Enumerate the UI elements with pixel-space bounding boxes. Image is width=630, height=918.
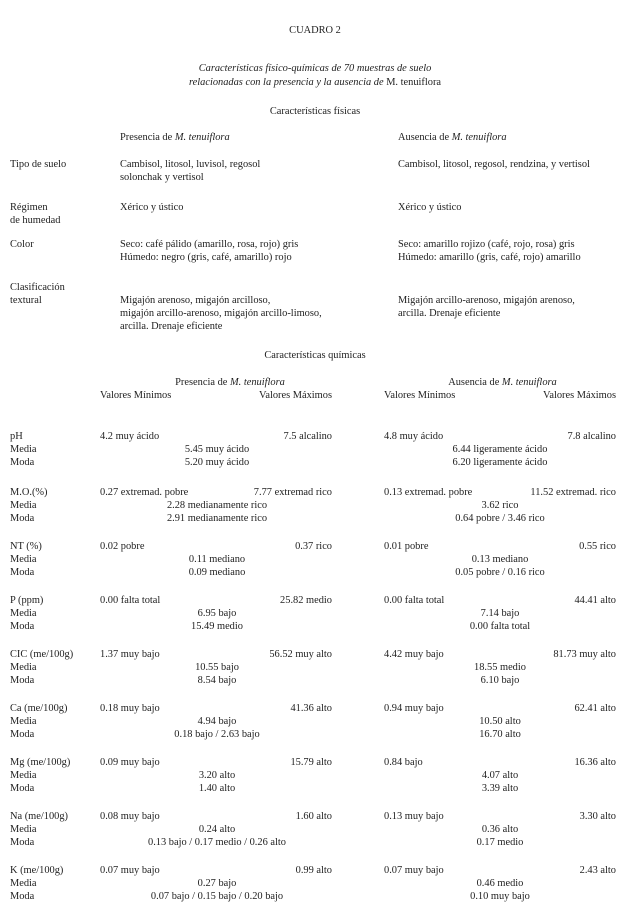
param-name: M.O.(%) [10, 487, 48, 498]
physical-presence-value: Cambisol, litosol, luvisol, regosol [120, 159, 261, 170]
presence-media-value: 0.27 bajo [197, 878, 237, 889]
absence-media-value: 10.50 alto [479, 716, 521, 727]
absence-media-value: 7.14 bajo [480, 608, 520, 619]
subtitle-text-1: Características físico-químicas de 70 muestras de suelo [198, 63, 432, 74]
physical-row-label: Color [10, 239, 34, 250]
moda-label: Moda [10, 621, 35, 632]
physical-presence-value: Migajón arenoso, migajón arcilloso, [120, 295, 271, 306]
absence-max-value: 11.52 extremad. rico [530, 487, 616, 498]
moda-label: Moda [10, 457, 35, 468]
presence-min-value: 0.02 pobre [100, 541, 145, 552]
moda-label: Moda [10, 567, 35, 578]
physical-absence-header [398, 131, 507, 144]
presence-min-value: 0.07 muy bajo [100, 865, 160, 876]
absence-min-value: 0.94 muy bajo [384, 703, 444, 714]
presence-max-value: 56.52 muy alto [269, 649, 332, 660]
param-name: pH [10, 431, 23, 442]
presence-max-value: 0.37 rico [295, 541, 332, 552]
absence-media-value: 3.62 rico [481, 500, 519, 511]
chemical-presence-header [100, 376, 360, 389]
presence-moda-value: 2.91 medianamente rico [166, 513, 268, 524]
absence-moda-value: 0.64 pobre / 3.46 rico [455, 513, 545, 524]
absence-min-value: 0.01 pobre [384, 541, 429, 552]
absence-max-value: 3.30 alto [579, 811, 616, 822]
presence-label: Presencia de [120, 132, 173, 143]
absence-max-value: 62.41 alto [574, 703, 616, 714]
absence-moda-value: 0.05 pobre / 0.16 rico [455, 567, 545, 578]
presence-min-value: 0.27 extremad. pobre [100, 487, 189, 498]
physical-absence-value: Migajón arcillo-arenoso, migajón arenoso, [398, 295, 575, 306]
absence-label: Ausencia de [448, 377, 500, 388]
physical-row-label: textural [10, 295, 42, 306]
presence-media-value: 2.28 medianamente rico [166, 500, 268, 511]
presence-moda-value: 0.07 bajo / 0.15 bajo / 0.20 bajo [150, 891, 284, 902]
moda-label: Moda [10, 729, 35, 740]
media-label: Media [10, 662, 37, 673]
presence-max-header: Valores Máximos [258, 390, 332, 401]
absence-moda-value: 16.70 alto [479, 729, 521, 740]
chemical-section-title: Características químicas [264, 350, 366, 361]
presence-max-value: 7.77 extremad rico [253, 487, 332, 498]
absence-min-value: 0.07 muy bajo [384, 865, 444, 876]
presence-moda-value: 0.18 bajo / 2.63 bajo [174, 729, 260, 740]
physical-presence-value: Húmedo: negro (gris, café, amarillo) rojo [120, 252, 292, 263]
table-subtitle-line-2 [0, 76, 630, 89]
moda-label: Moda [10, 783, 35, 794]
media-label: Media [10, 444, 37, 455]
absence-max-value: 81.73 muy alto [553, 649, 616, 660]
physical-row-label: Tipo de suelo [10, 159, 67, 170]
physical-absence-value: arcilla. Drenaje eficiente [398, 308, 501, 319]
media-label: Media [10, 824, 37, 835]
absence-moda-value: 0.10 muy bajo [470, 891, 530, 902]
physical-row-label: de humedad [10, 215, 61, 226]
presence-media-value: 5.45 muy ácido [184, 444, 250, 455]
presence-min-value: 0.18 muy bajo [100, 703, 160, 714]
param-name: NT (%) [10, 541, 42, 552]
chemical-absence-header [385, 376, 620, 389]
presence-max-value: 41.36 alto [290, 703, 332, 714]
absence-max-value: 7.8 alcalino [567, 431, 616, 442]
presence-media-value: 10.55 bajo [195, 662, 239, 673]
physical-presence-value: migajón arcillo-arenoso, migajón arcillo-limoso, [120, 308, 322, 319]
absence-media-value: 0.46 medio [476, 878, 524, 889]
absence-max-header: Valores Máximos [542, 390, 616, 401]
physical-absence-value: Húmedo: amarillo (gris, café, rojo) amarillo [398, 252, 581, 263]
presence-moda-value: 0.09 mediano [188, 567, 246, 578]
absence-min-value: 0.00 falta total [384, 595, 445, 606]
param-name: K (me/100g) [10, 865, 64, 876]
absence-media-value: 4.07 alto [481, 770, 519, 781]
presence-label: Presencia de [175, 377, 228, 388]
physical-presence-value: solonchak y vertisol [120, 172, 204, 183]
presence-min-header: Valores Mínimos [100, 390, 172, 401]
moda-label: Moda [10, 513, 35, 524]
table-subtitle-line-1 [0, 62, 630, 75]
presence-media-value: 0.11 mediano [188, 554, 246, 565]
presence-min-value: 0.09 muy bajo [100, 757, 160, 768]
media-label: Media [10, 716, 37, 727]
absence-min-value: 0.84 bajo [384, 757, 423, 768]
param-name: Mg (me/100g) [10, 757, 71, 768]
param-name: P (ppm) [10, 595, 44, 606]
absence-min-value: 4.8 muy ácido [384, 431, 444, 442]
physical-section-title: Características físicas [269, 106, 361, 117]
absence-media-value: 0.36 alto [481, 824, 519, 835]
presence-max-value: 25.82 medio [280, 595, 332, 606]
absence-moda-value: 0.00 falta total [469, 621, 531, 632]
presence-max-value: 15.79 alto [290, 757, 332, 768]
absence-species: M. tenuiflora [451, 132, 507, 143]
absence-max-value: 2.43 alto [579, 865, 616, 876]
physical-presence-value: Seco: café pálido (amarillo, rosa, rojo) gris [120, 239, 299, 250]
absence-species: M. tenuiflora [501, 377, 557, 388]
presence-min-value: 0.08 muy bajo [100, 811, 160, 822]
absence-media-value: 18.55 medio [474, 662, 526, 673]
physical-absence-value: Cambisol, litosol, regosol, rendzina, y vertisol [398, 159, 590, 170]
media-label: Media [10, 500, 37, 511]
presence-moda-value: 0.13 bajo / 0.17 medio / 0.26 alto [148, 837, 286, 848]
physical-presence-header [120, 131, 230, 144]
moda-label: Moda [10, 837, 35, 848]
absence-media-value: 6.44 ligeramente ácido [452, 444, 548, 455]
presence-moda-value: 1.40 alto [198, 783, 236, 794]
absence-moda-value: 6.10 bajo [480, 675, 520, 686]
absence-moda-value: 0.17 medio [476, 837, 524, 848]
media-label: Media [10, 770, 37, 781]
absence-max-value: 16.36 alto [574, 757, 616, 768]
absence-label: Ausencia de [398, 132, 450, 143]
absence-min-value: 0.13 muy bajo [384, 811, 444, 822]
moda-label: Moda [10, 891, 35, 902]
presence-media-value: 6.95 bajo [197, 608, 237, 619]
presence-media-value: 0.24 alto [198, 824, 236, 835]
absence-moda-value: 3.39 alto [481, 783, 519, 794]
param-name: Na (me/100g) [10, 811, 68, 822]
presence-media-value: 3.20 alto [198, 770, 236, 781]
table-title: CUADRO 2 [289, 25, 341, 36]
presence-media-value: 4.94 bajo [197, 716, 237, 727]
physical-row-label: Clasificación [10, 282, 65, 293]
subtitle-species: M. tenuiflora [386, 77, 442, 88]
presence-moda-value: 15.49 medio [191, 621, 243, 632]
absence-min-header: Valores Mínimos [384, 390, 456, 401]
presence-min-value: 0.00 falta total [100, 595, 161, 606]
absence-min-value: 0.13 extremad. pobre [384, 487, 473, 498]
physical-absence-value: Seco: amarillo rojizo (café, rojo, rosa) gris [398, 239, 575, 250]
presence-moda-value: 5.20 muy ácido [184, 457, 250, 468]
presence-max-value: 7.5 alcalino [283, 431, 332, 442]
absence-min-value: 4.42 muy bajo [384, 649, 444, 660]
presence-moda-value: 8.54 bajo [197, 675, 237, 686]
subtitle-text-2: relacionadas con la presencia y la ausencia de [188, 77, 384, 88]
presence-species: M. tenuiflora [229, 377, 285, 388]
param-name: Ca (me/100g) [10, 703, 68, 714]
param-name: CIC (me/100g) [10, 649, 74, 660]
absence-max-value: 44.41 alto [574, 595, 616, 606]
presence-max-value: 1.60 alto [295, 811, 332, 822]
physical-absence-value: Xérico y ústico [398, 202, 462, 213]
media-label: Media [10, 554, 37, 565]
physical-row-label: Régimen [10, 202, 48, 213]
absence-max-value: 0.55 rico [579, 541, 616, 552]
media-label: Media [10, 608, 37, 619]
presence-max-value: 0.99 alto [295, 865, 332, 876]
presence-min-value: 4.2 muy ácido [100, 431, 160, 442]
moda-label: Moda [10, 675, 35, 686]
presence-species: M. tenuiflora [174, 132, 230, 143]
physical-presence-value: arcilla. Drenaje eficiente [120, 321, 223, 332]
presence-min-value: 1.37 muy bajo [100, 649, 160, 660]
absence-media-value: 0.13 mediano [471, 554, 529, 565]
absence-moda-value: 6.20 ligeramente ácido [452, 457, 548, 468]
media-label: Media [10, 878, 37, 889]
physical-presence-value: Xérico y ústico [120, 202, 184, 213]
